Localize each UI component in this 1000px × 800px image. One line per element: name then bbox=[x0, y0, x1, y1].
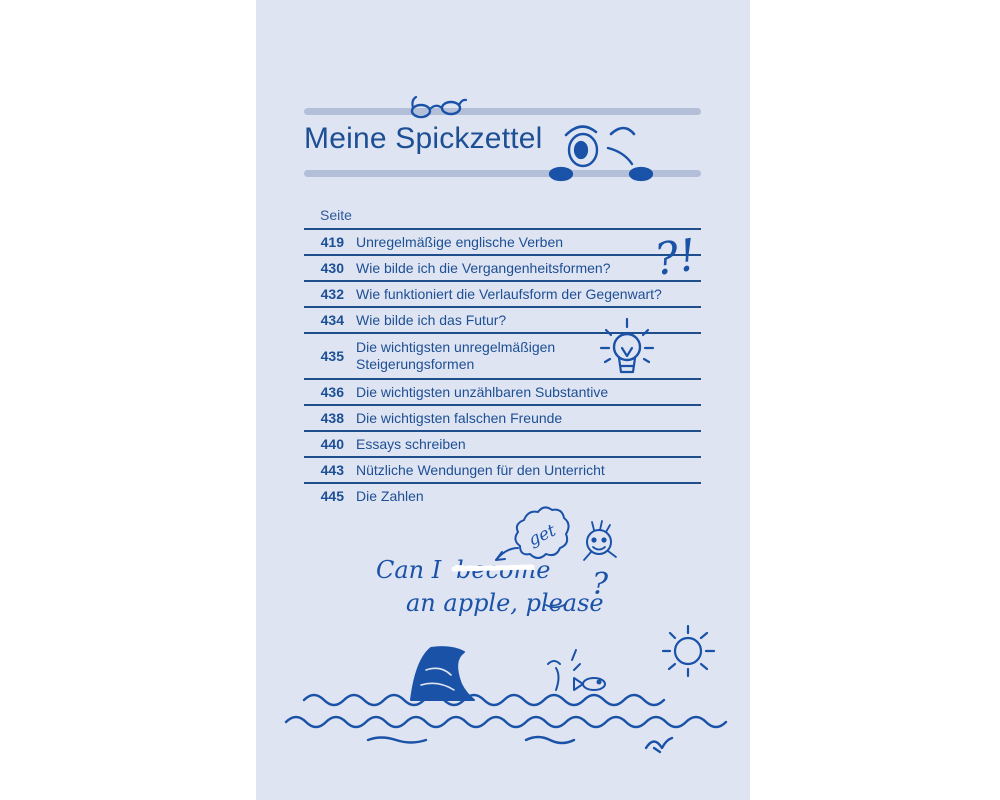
toc-entry[interactable] bbox=[304, 332, 701, 378]
note-crossed-word: become bbox=[456, 556, 551, 584]
toc-entry-title: Unregelmäßige englische Verben bbox=[356, 233, 564, 250]
toc-page-number: 440 bbox=[320, 436, 344, 452]
note-line-1-start: Can I bbox=[376, 556, 442, 584]
fish-icon bbox=[548, 650, 605, 690]
toc-entry-title: Nützliche Wendungen für den Unterricht bbox=[356, 461, 605, 478]
toc-entry-title: Essays schreiben bbox=[356, 435, 466, 452]
toc-entry-title: Die wichtigsten falschen Freunde bbox=[356, 409, 563, 426]
toc-page-number: 434 bbox=[320, 312, 344, 328]
note-line-2: an apple, please bbox=[406, 589, 604, 617]
toc-page-number: 432 bbox=[320, 286, 344, 302]
toc-entry[interactable] bbox=[304, 456, 701, 482]
ocean-waves bbox=[286, 695, 726, 752]
toc-page-number: 438 bbox=[320, 410, 344, 426]
toc-entry-title: Die Zahlen bbox=[356, 487, 424, 504]
bubble-word: get bbox=[525, 520, 560, 551]
shark-fin-icon bbox=[411, 647, 474, 700]
toc-entry[interactable] bbox=[304, 482, 701, 508]
table-of-contents bbox=[304, 228, 701, 508]
page-title: Meine Spickzettel bbox=[304, 122, 543, 155]
toc-page-number: 419 bbox=[320, 234, 344, 250]
toc-page-number: 443 bbox=[320, 462, 344, 478]
toc-entry[interactable] bbox=[304, 404, 701, 430]
toc-entry[interactable] bbox=[304, 254, 701, 280]
note-question-mark: ? bbox=[592, 567, 609, 602]
toc-page-number: 435 bbox=[320, 348, 344, 364]
toc-entry-title: Wie bilde ich die Vergangenheitsformen? bbox=[356, 259, 611, 276]
header-band-top bbox=[304, 108, 701, 115]
book-page bbox=[256, 0, 750, 800]
question-exclaim-doodle: ?! bbox=[651, 229, 700, 286]
page-column-label: Seite bbox=[320, 207, 352, 223]
handwritten-note bbox=[376, 556, 609, 617]
speech-bubble bbox=[496, 507, 569, 560]
toc-entry[interactable] bbox=[304, 228, 701, 254]
toc-entry-title: Wie bilde ich das Futur? bbox=[356, 311, 507, 328]
header-band-bottom bbox=[304, 170, 701, 177]
toc-entry[interactable] bbox=[304, 280, 701, 306]
toc-page-number: 445 bbox=[320, 488, 344, 504]
toc-entry[interactable] bbox=[304, 378, 701, 404]
sun-icon bbox=[663, 626, 714, 676]
toc-entry-title: Die wichtigsten unregelmäßigen Steigerungsformen bbox=[356, 339, 556, 372]
toc-entry-title: Wie funktioniert die Verlaufsform der Gegenwart? bbox=[356, 285, 662, 302]
smiling-face-icon bbox=[584, 521, 616, 560]
toc-page-number: 430 bbox=[320, 260, 344, 276]
toc-page-number: 436 bbox=[320, 384, 344, 400]
toc-entry-title: Die wichtigsten unzählbaren Substantive bbox=[356, 383, 609, 400]
toc-entry[interactable] bbox=[304, 430, 701, 456]
toc-entry[interactable] bbox=[304, 306, 701, 332]
